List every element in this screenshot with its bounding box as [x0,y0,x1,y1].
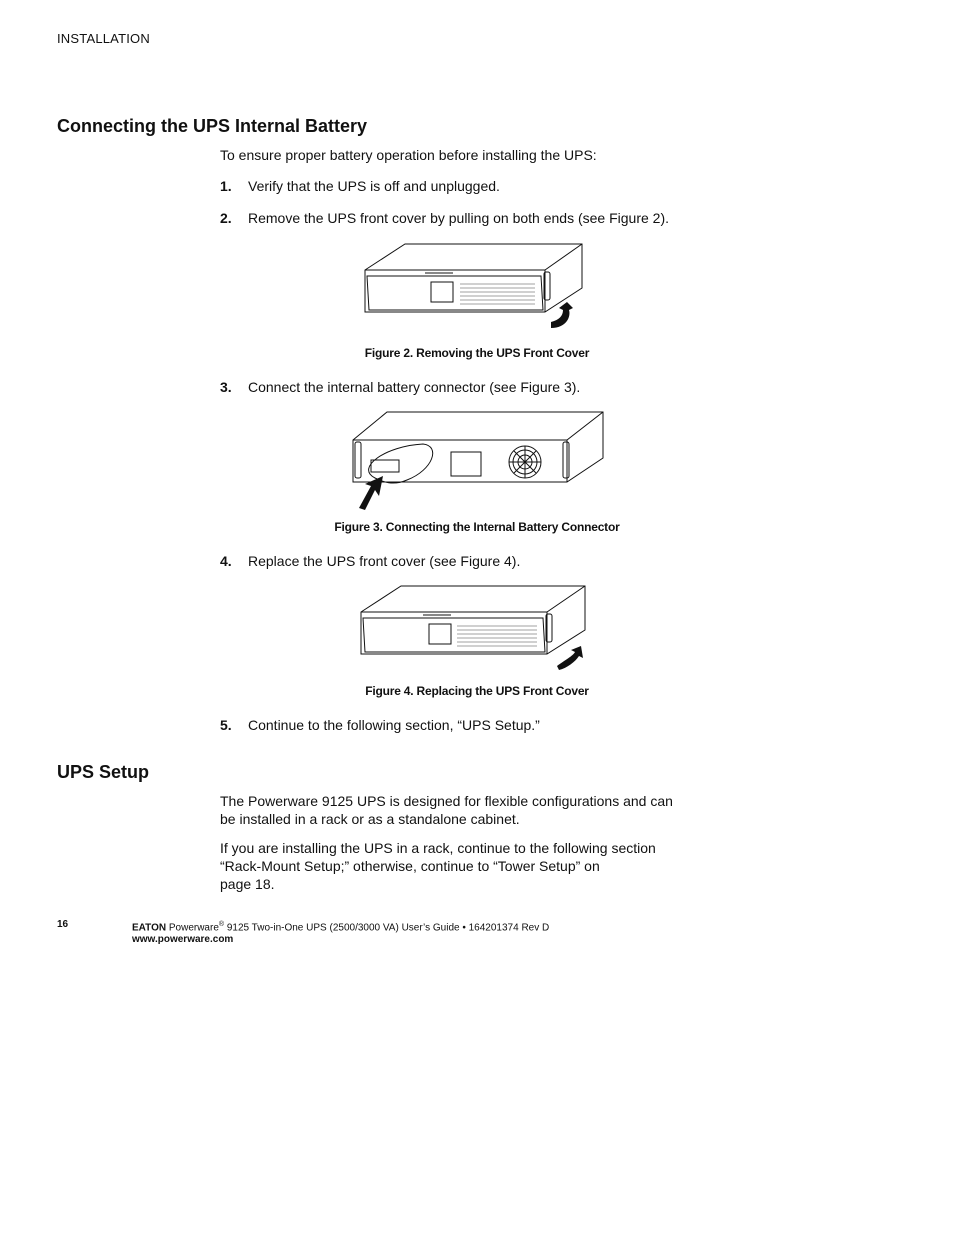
step-1 [220,177,500,195]
footer-text [132,919,549,946]
step-number: 3. [220,379,232,395]
step-text: Connect the internal battery connector (see Figure 3). [248,379,581,395]
paragraph-line: page 18. [220,876,275,892]
figure-4-illustration [355,582,587,678]
figure-3-illustration [345,408,607,512]
step-2 [220,209,669,227]
setup-paragraph-2 [220,839,656,893]
footer-product: Powerware [168,922,219,934]
step-text: Continue to the following section, “UPS Setup.” [248,717,540,733]
step-3 [220,378,580,396]
figure-2-illustration [355,240,585,335]
page-number: 16 [57,919,69,930]
footer-url: www.powerware.com [132,934,234,946]
paragraph-line: The Powerware 9125 UPS is designed for flexible configurations and can [220,793,673,809]
step-number: 4. [220,553,232,569]
step-text: Verify that the UPS is off and unplugged. [248,178,500,194]
step-number: 2. [220,210,232,226]
figure-4-caption: Figure 4. Replacing the UPS Front Cover [365,684,589,698]
section-header: INSTALLATION [57,31,150,46]
setup-paragraph-1 [220,792,673,828]
paragraph-line: “Rack-Mount Setup;” otherwise, continue to “Tower Setup” on [220,858,600,874]
step-text: Replace the UPS front cover (see Figure 4). [248,553,521,569]
paragraph-line: be installed in a rack or as a standalone cabinet. [220,811,520,827]
footer-title: 9125 Two-in-One UPS (2500/3000 VA) User’s Guide • 164201374 Rev D [224,922,550,934]
paragraph-line: If you are installing the UPS in a rack, continue to the following section [220,840,656,856]
step-4 [220,552,520,570]
figure-2-caption: Figure 2. Removing the UPS Front Cover [364,346,590,360]
figure-3-caption: Figure 3. Connecting the Internal Battery Connector [334,520,620,534]
footer-brand: EATON [132,922,167,934]
step-text: Remove the UPS front cover by pulling on both ends (see Figure 2). [248,210,669,226]
intro-text: To ensure proper battery operation before installing the UPS: [220,147,597,163]
step-5 [220,716,540,734]
step-number: 1. [220,178,232,194]
section-title-ups-setup: UPS Setup [57,762,150,782]
step-number: 5. [220,717,232,733]
section-title-connecting: Connecting the UPS Internal Battery [57,116,368,136]
registered-mark: ® [218,921,225,928]
